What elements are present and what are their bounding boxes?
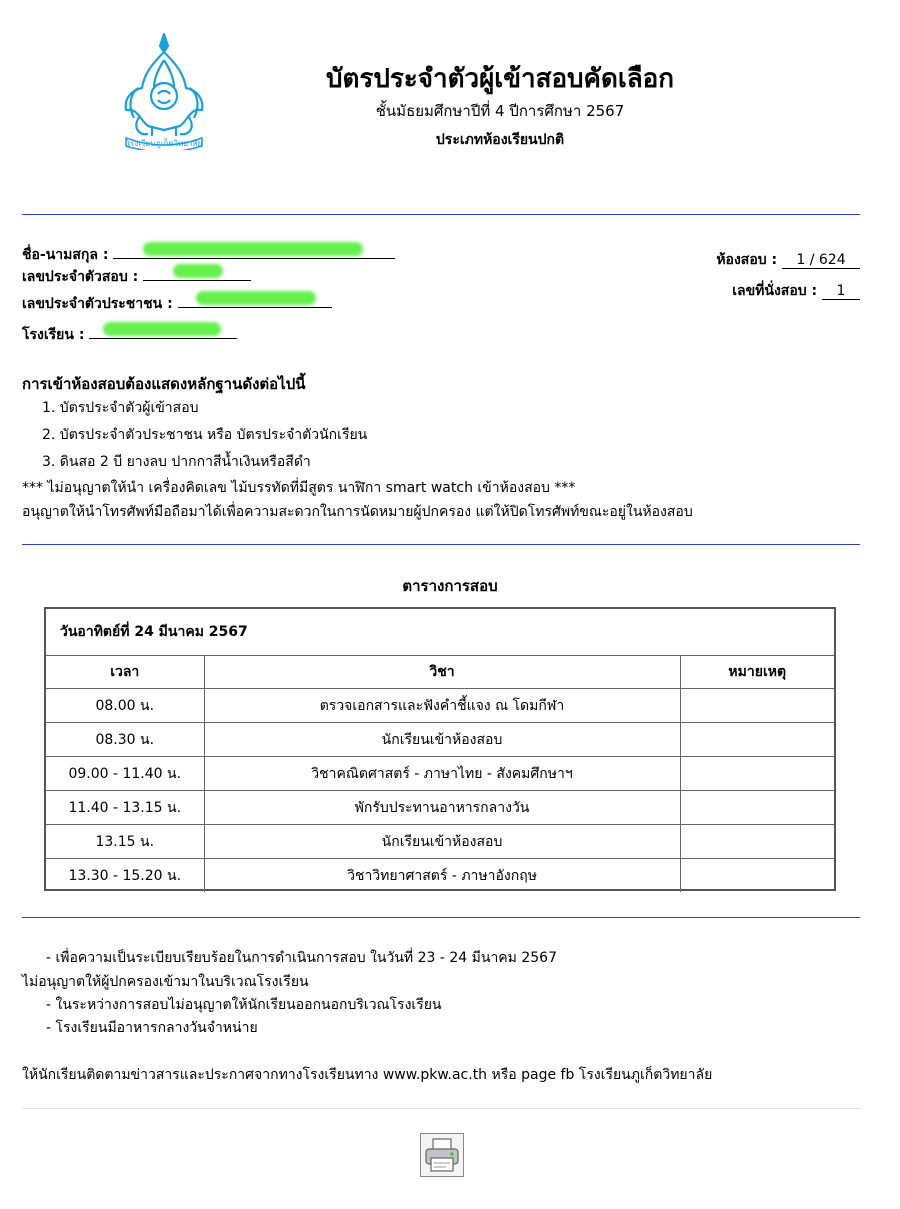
table-header-row — [46, 656, 834, 689]
divider — [22, 544, 860, 545]
time-cell: 09.00 - 11.40 น. — [46, 757, 204, 791]
table-row — [46, 689, 834, 723]
column-header-subject: วิชา — [204, 656, 680, 689]
footer-note: ไม่อนุญาตให้ผู้ปกครองเข้ามาในบริเวณโรงเรียน — [22, 974, 309, 990]
redaction — [143, 242, 363, 256]
subject-cell: นักเรียนเข้าห้องสอบ — [204, 723, 680, 757]
redaction — [103, 322, 221, 336]
prohibited-items-note: *** ไม่อนุญาตให้นำ เครื่องคิดเลข ไม้บรรทัดที่มีสูตร นาฬิกา smart watch เข้าห้องสอบ *** — [22, 480, 576, 496]
time-cell: 08.00 น. — [46, 689, 204, 723]
footer-note: - เพื่อความเป็นระเบียบเรียบร้อยในการดำเนินการสอบ ในวันที่ 23 - 24 มีนาคม 2567 — [46, 950, 557, 966]
time-cell: 13.30 - 15.20 น. — [46, 859, 204, 893]
printer-icon — [421, 1134, 463, 1176]
subject-cell: ตรวจเอกสารและฟังคำชี้แจง ณ โดมกีฬา — [204, 689, 680, 723]
redaction — [196, 291, 316, 305]
name-label: ชื่อ-นามสกุล : — [22, 247, 109, 263]
room-label: ห้องสอบ : — [716, 252, 778, 268]
name-value — [113, 244, 395, 259]
remark-cell — [680, 859, 834, 893]
footer-website-note: ให้นักเรียนติดตามข่าวสารและประกาศจากทางโรงเรียนทาง www.pkw.ac.th หรือ page fb โรงเรียนภูเก็ตวิทยาลัย — [22, 1067, 713, 1083]
schedule-table — [44, 607, 836, 891]
table-row — [46, 825, 834, 859]
time-cell: 08.30 น. — [46, 723, 204, 757]
remark-cell — [680, 689, 834, 723]
remark-cell — [680, 825, 834, 859]
table-row — [46, 723, 834, 757]
remark-cell — [680, 723, 834, 757]
divider — [22, 214, 860, 215]
footer-note: - ในระหว่างการสอบไม่อนุญาตให้นักเรียนออกนอกบริเวณโรงเรียน — [46, 997, 442, 1013]
subject-cell: วิชาวิทยาศาสตร์ - ภาษาอังกฤษ — [204, 859, 680, 893]
divider — [22, 1108, 860, 1109]
table-row — [46, 757, 834, 791]
column-header-remark: หมายเหตุ — [680, 656, 834, 689]
name-row — [22, 244, 395, 266]
phone-note: อนุญาตให้นำโทรศัพท์มือถือมาได้เพื่อความสะดวกในการนัดหมายผู้ปกครอง แต่ให้ปิดโทรศัพท์ขณะอยู่ในห้องสอบ — [22, 504, 693, 520]
seat-row — [732, 280, 860, 302]
requirement-item: 1. บัตรประจำตัวผู้เข้าสอบ — [42, 400, 199, 416]
logo-text: โรงเรียนภูเก็ตวิทยาลัย — [125, 139, 203, 148]
column-header-time: เวลา — [46, 656, 204, 689]
school-label: โรงเรียน : — [22, 327, 85, 343]
citizen-id-value — [178, 293, 332, 308]
schedule-grid — [46, 655, 834, 892]
remark-cell — [680, 757, 834, 791]
page-title: บัตรประจำตัวผู้เข้าสอบคัดเลือก — [325, 64, 675, 94]
seat-label: เลขที่นั่งสอบ : — [732, 283, 818, 299]
subject-cell: พักรับประทานอาหารกลางวัน — [204, 791, 680, 825]
room-value: 1 / 624 — [782, 252, 860, 269]
requirements-heading: การเข้าห้องสอบต้องแสดงหลักฐานดังต่อไปนี้ — [22, 375, 306, 393]
print-button[interactable] — [420, 1133, 464, 1177]
class-type: ประเภทห้องเรียนปกติ — [435, 132, 565, 148]
citizen-id-label: เลขประจำตัวประชาชน : — [22, 296, 173, 312]
school-value — [89, 324, 237, 339]
table-row — [46, 791, 834, 825]
exam-id-row — [22, 266, 251, 288]
requirement-item: 2. บัตรประจำตัวประชาชน หรือ บัตรประจำตัวนักเรียน — [42, 427, 368, 443]
schedule-day: วันอาทิตย์ที่ 24 มีนาคม 2567 — [60, 624, 248, 640]
schedule-title: ตารางการสอบ — [402, 577, 498, 595]
requirement-item: 3. ดินสอ 2 บี ยางลบ ปากกาสีน้ำเงินหรือสีดำ — [42, 454, 311, 470]
time-cell: 13.15 น. — [46, 825, 204, 859]
footer-note: - โรงเรียนมีอาหารกลางวันจำหน่าย — [46, 1020, 258, 1036]
exam-id-label: เลขประจำตัวสอบ : — [22, 269, 139, 285]
time-cell: 11.40 - 13.15 น. — [46, 791, 204, 825]
school-row — [22, 324, 237, 346]
citizen-id-row — [22, 293, 332, 315]
page-subtitle: ชั้นมัธยมศึกษาปีที่ 4 ปีการศึกษา 2567 — [375, 102, 625, 120]
redaction — [173, 264, 223, 278]
subject-cell: วิชาคณิตศาสตร์ - ภาษาไทย - สังคมศึกษาฯ — [204, 757, 680, 791]
exam-id-value — [143, 266, 251, 281]
subject-cell: นักเรียนเข้าห้องสอบ — [204, 825, 680, 859]
seat-value: 1 — [822, 283, 860, 300]
table-row — [46, 859, 834, 893]
remark-cell — [680, 791, 834, 825]
room-row — [716, 249, 860, 271]
divider — [22, 917, 860, 918]
